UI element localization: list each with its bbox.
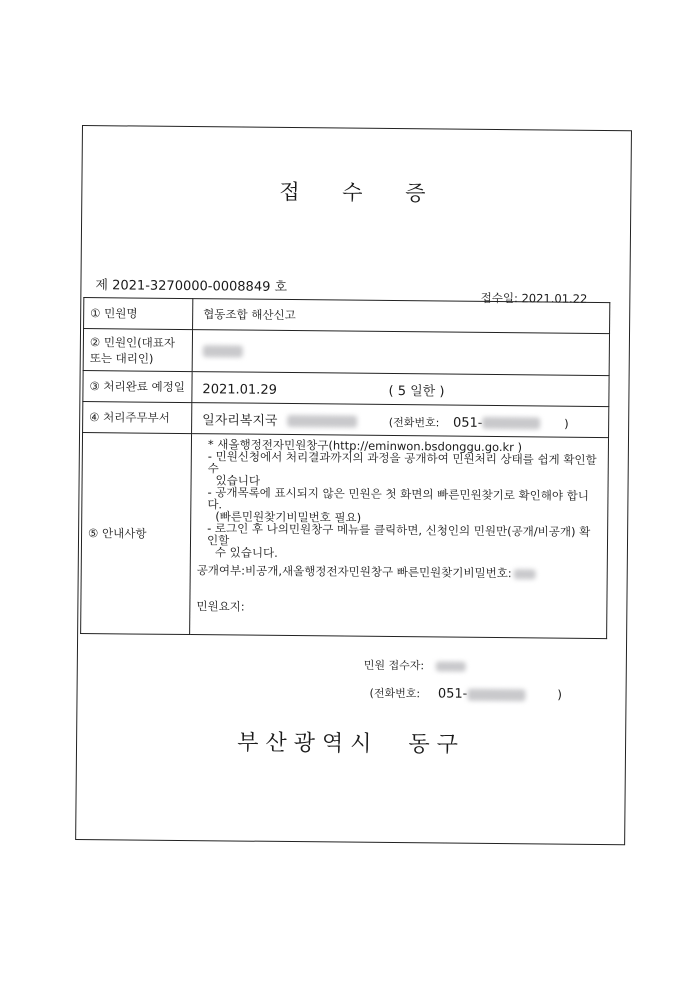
department-phone-label: (전화번호: bbox=[388, 415, 440, 429]
receiver-contact bbox=[369, 685, 562, 703]
complaint-name-value: 협동조합 해산신고 bbox=[193, 299, 610, 334]
document-title: 접 수 증 bbox=[279, 179, 434, 206]
redacted-department-phone bbox=[482, 417, 540, 430]
department-value bbox=[192, 403, 609, 438]
row-complaint-name bbox=[84, 298, 610, 334]
completion-date-label: ③ 처리완료 예정일 bbox=[83, 371, 192, 403]
redacted-department-detail bbox=[287, 415, 357, 428]
receipt-table bbox=[80, 297, 610, 639]
complaint-name-label: ① 민원명 bbox=[84, 298, 193, 330]
received-date: 접수일: 2021.01.22 bbox=[480, 290, 588, 306]
applicant-label-line1: ② 민원인(대표자 bbox=[89, 334, 176, 350]
guide-line-2: - 민원신청에서 처리결과까지의 과정을 공개하여 민원처리 상태를 쉽게 확인할 수 bbox=[207, 449, 597, 476]
receipt-frame bbox=[75, 125, 632, 845]
disclosure-text: 공개여부:비공개,새올행정전자민원창구 빠른민원찾기비밀번호: bbox=[196, 563, 512, 581]
completion-date-value bbox=[192, 372, 609, 407]
redacted-receiver-name bbox=[436, 661, 466, 671]
receiver-label: 민원 접수자: bbox=[363, 658, 425, 673]
applicant-value bbox=[192, 330, 609, 376]
department-phone-prefix: 051- bbox=[452, 415, 483, 431]
summary-line: 민원요지: bbox=[196, 599, 245, 614]
issuing-organization: 부산광역시 동구 bbox=[237, 730, 466, 758]
row-department bbox=[83, 402, 609, 438]
guide-content bbox=[190, 434, 609, 639]
row-guide bbox=[81, 433, 609, 639]
row-applicant bbox=[83, 329, 609, 376]
department-phone-close: ) bbox=[564, 416, 569, 431]
document-number: 제 2021-3270000-0008849 호 bbox=[95, 278, 288, 295]
redacted-password bbox=[514, 569, 536, 579]
row-completion-date bbox=[83, 371, 609, 407]
receiver-phone-close: ) bbox=[557, 687, 562, 702]
receiver-phone-label: (전화번호: bbox=[369, 686, 421, 701]
guide-line-4: - 공개목록에 표시되지 않은 민원은 첫 화면의 빠른민원찾기로 확인해야 합니다. bbox=[207, 485, 589, 512]
receiver-phone-prefix: 051- bbox=[437, 686, 468, 702]
applicant-label bbox=[83, 329, 192, 372]
guide-line-5: (빠른민원찾기비밀번호 필요) bbox=[215, 509, 362, 525]
guide-label: ⑤ 안내사항 bbox=[81, 433, 192, 635]
department-label: ④ 처리주무부서 bbox=[83, 402, 192, 434]
completion-days: ( 5 일한 ) bbox=[388, 383, 445, 399]
disclosure-line bbox=[197, 564, 601, 580]
completion-date: 2021.01.29 bbox=[202, 381, 277, 398]
receiver-line bbox=[364, 657, 466, 674]
applicant-label-line2: 또는 대리인) bbox=[89, 350, 154, 366]
guide-line-1: * 새올행정전자민원창구(http://eminwon.bsdonggu.go.kr ) bbox=[207, 437, 523, 455]
guide-line-7: 수 있습니다. bbox=[214, 545, 278, 560]
redacted-receiver-phone bbox=[467, 688, 525, 701]
guide-line-3: 있습니다 bbox=[215, 473, 261, 488]
guide-line-6: - 로그인 후 나의민원창구 메뉴를 클릭하면, 신청인의 민원만(공개/비공개) 확인할 bbox=[206, 521, 591, 548]
department-name: 일자리복지국 bbox=[202, 412, 278, 429]
redacted-applicant-name bbox=[203, 345, 243, 357]
